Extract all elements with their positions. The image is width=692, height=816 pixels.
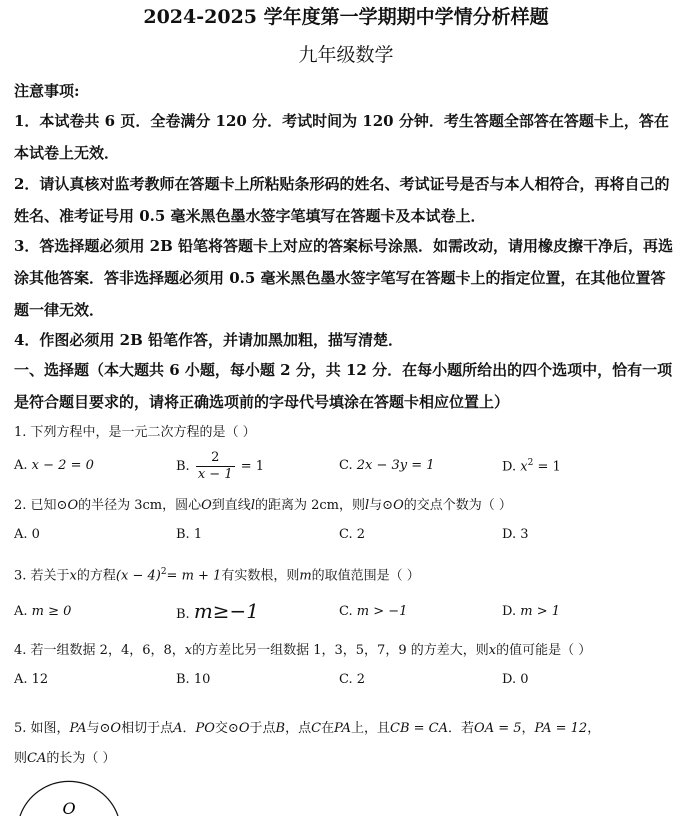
stem-text: 与⊙ [86,721,111,736]
question-2-stem [14,497,674,515]
symbol-l: l [365,498,370,513]
symbol-o: O [67,498,79,513]
option-rhs: = 1 [537,459,561,475]
notes-heading: 注意事项: [14,82,80,100]
option-base: x [520,459,528,475]
symbol-a: A [173,721,183,736]
stem-text: ， [587,721,601,736]
option-exponent: 2 [527,458,534,468]
symbol-c: C [311,721,322,736]
question-4-stem [14,642,674,660]
question-3-option-a[interactable] [14,604,71,619]
stem-text: ． [182,721,196,736]
question-3-option-d[interactable] [502,604,560,619]
symbol-o: O [201,498,212,513]
stem-text: 与⊙ [369,498,394,513]
option-letter: A. [14,604,28,619]
stem-text: 3. 若关于 [14,568,70,584]
symbol-po: PO [195,721,215,736]
equation-lhs: (x − 4) [115,568,161,584]
note-item-3: 3．答选择题必须用 2B 铅笔将答题卡上对应的答案标号涂黑．如需改动，请用橡皮擦干净后，再选涂其他答案．答非选择题必须用 0.5 毫米黑色墨水签字笔写在答题卡上的指定位置，在其他位置答题一律无效． [14,237,674,319]
stem-text: ， [521,721,535,736]
stem-text: 到直线 [211,498,251,513]
equation-exponent: 2 [160,567,167,577]
stem-text: 的方程 [76,568,116,584]
option-letter: C. [339,458,353,473]
section-1-heading: 一、选择题（本大题共 6 小题，每小题 2 分，共 12 分．在每小题所给出的四个选项中，恰有一项是符合题目要求的，请将正确选项前的字母代号填涂在答题卡相应位置上） [14,361,673,411]
note-item-2: 2．请认真核对监考教师在答题卡上所粘贴条形码的姓名、考试证号是否与本人相符合，再将自己的姓名、准考证号用 0.5 毫米黑色墨水签字笔填写在答题卡及本试卷上． [14,175,670,225]
symbol-o: O [238,721,250,736]
option-letter: D. [502,604,517,619]
equation-rhs: = m + 1 [166,568,222,584]
symbol-pa: PA [334,721,351,736]
stem-text: 的交点个数为（ ） [403,498,512,513]
option-expression: m ≥ 0 [31,604,72,619]
question-2-options [14,527,674,551]
option-letter: D. [502,459,517,475]
exam-title: 2024-2025 学年度第一学期期中学情分析样题 [143,6,549,28]
question-1-option-d[interactable] [502,458,561,474]
stem-text: 的距离为 2cm，则 [254,498,365,513]
equation: CB = CA [390,721,449,736]
stem-text: 的取值范围是（ ） [311,568,420,584]
note-item-4: 4．作图必须用 2B 铅笔作答，并请加黑加粗，描写清楚． [14,331,403,349]
question-5-stem [14,714,674,774]
note-item-1: 1．本试卷共 6 页．全卷满分 120 分．考试时间为 120 分钟．考生答题全部答在答题卡上，答在本试卷上无效． [14,112,669,162]
question-3-options [14,599,674,628]
symbol-o: O [110,721,122,736]
stem-text: 则 [14,751,28,766]
question-3-option-b[interactable] [176,599,259,623]
option-expression: m > 1 [520,604,560,619]
option-letter: C. [339,604,353,619]
stem-text: 在 [321,721,335,736]
symbol-l: l [250,498,255,513]
fraction-numerator: 2 [196,450,235,467]
stem-text: 相切于点 [121,721,174,736]
stem-text: 上，且 [351,721,391,736]
stem-text: 的值可能是（ ） [496,643,592,658]
question-2-option-a[interactable]: A. 0 [14,527,40,542]
stem-text: 4. 若一组数据 2，4，6，8， [14,643,185,658]
stem-text: 有实数根，则 [221,568,300,584]
stem-text: ，点 [285,721,312,736]
question-4-option-d[interactable]: D. 0 [502,672,529,687]
question-2-option-b[interactable]: B. 1 [176,527,203,542]
symbol-x: x [69,568,77,584]
equation: OA = 5 [474,721,522,736]
symbol-b: B [275,721,286,736]
option-expression: m > −1 [356,604,408,619]
stem-text: 的半径为 3cm，圆心 [78,498,202,513]
fraction-denominator: x − 1 [197,467,233,482]
question-1-option-b[interactable] [176,450,264,483]
question-1-option-a[interactable] [14,458,94,473]
symbol-m: m [299,568,312,584]
question-3-stem [14,563,674,585]
question-1-options [14,450,674,482]
question-4-option-a[interactable]: A. 12 [14,672,49,687]
option-rhs: = 1 [240,459,265,474]
question-5-figure [16,776,126,816]
equation: PA = 12 [534,721,588,736]
question-3-option-c[interactable] [339,604,407,619]
question-4-option-b[interactable]: B. 10 [176,672,211,687]
stem-text: 交⊙ [214,721,239,736]
option-letter: B. [176,607,190,622]
stem-text: 的长为（ ） [46,751,116,766]
option-letter: A. [14,458,28,473]
stem-text: ．若 [448,721,475,736]
symbol-ca: CA [27,751,47,766]
stem-text: 5. 如图， [14,721,70,736]
stem-text: 的方差比另一组数据 1，3，5，7，9 的方差大，则 [192,643,489,658]
question-2-option-c[interactable]: C. 2 [339,527,366,542]
question-1-stem: 1. 下列方程中，是一元二次方程的是（ ） [14,425,256,440]
option-expression: x − 2 = 0 [31,458,94,473]
question-4-option-c[interactable]: C. 2 [339,672,366,687]
option-expression: 2x − 3y = 1 [356,458,435,473]
option-letter: B. [176,459,190,474]
fraction [196,450,235,483]
symbol-pa: PA [69,721,87,736]
symbol-x: x [184,643,193,658]
question-4-options [14,672,674,696]
stem-text: 于点 [249,721,276,736]
option-expression: m≥−1 [193,599,260,623]
question-2-option-d[interactable]: D. 3 [502,527,529,542]
stem-text: 2. 已知⊙ [14,498,68,513]
symbol-o: O [393,498,404,513]
symbol-x: x [488,643,497,658]
figure-label-o: O [62,799,76,816]
exam-subject: 九年级数学 [298,44,394,66]
question-1-option-c[interactable] [339,458,435,473]
